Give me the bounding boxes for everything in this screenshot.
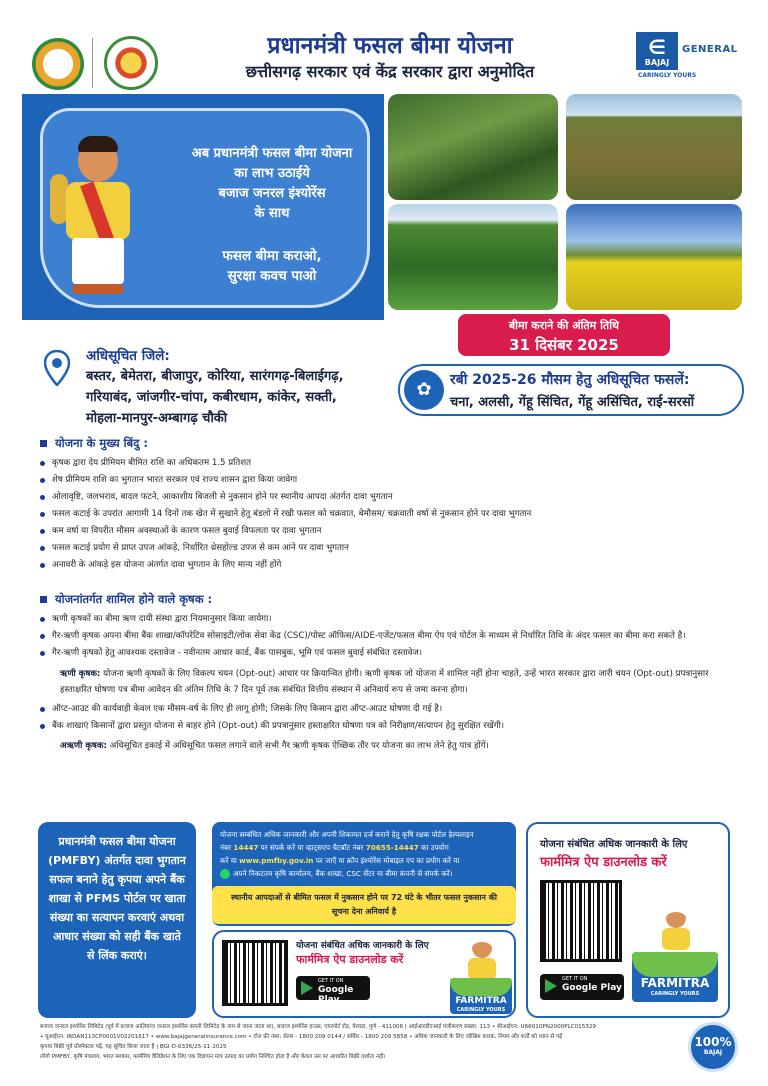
bajaj-logo-text: BAJAJ: [644, 58, 670, 67]
pmfby-pfms-notice: प्रधानमंत्री फसल बीमा योजना (PMFBY) अंतर्गत दावा भुगतान सफल बनाने हेतु कृपया अपने बैंक शाखा से PFMS पोर्टल पर खाता संख्या का सत्यापन करवाएं अथवा आधार संख्या को सही बैंक खाते से लिंक कराएं।: [38, 822, 196, 1018]
deadline-badge: [458, 314, 670, 356]
crops-heading: रबी 2025-26 मौसम हेतु अधिसूचित फसलें:: [450, 372, 690, 388]
farmmitra-download-card-large: [526, 822, 730, 1018]
helpline-number[interactable]: 14447: [233, 843, 259, 852]
farmitra-logo: FARMITRA CARINGLY YOURS: [450, 978, 512, 1014]
bajaj-general-logo: [636, 32, 746, 82]
farmitra-logo: FARMITRA CARINGLY YOURS: [632, 952, 718, 1002]
list-item: कृषक द्वारा देय प्रीमियम बीमित राशि का अधिकतम 1.5 प्रतिशत: [40, 455, 740, 472]
farmers-list-2: [40, 701, 740, 735]
scheme-features: [40, 436, 740, 574]
list-item: गैर-ऋणी कृषक अपना बीमा बैंक शाखा/कॉपरेटिव सोसाइटी/लोक सेवा केंद्र (CSC)/पोस्ट ऑफिस/AIDE-एजेंट/फसल बीमा ऐप एवं पोर्टल के माध्यम से निर्धारित तिथि के अंदर फसल का बीमा करा सकते है।: [40, 628, 740, 645]
non-loanee-farmers-note: अऋणी कृषक: अधिसूचित इकाई में अधिसूचित फसल लगाने वाले सभी गैर ऋणी कृषक ऐच्छिक तौर पर योजना का लाभ लेने हेतु पात्र होंगें।: [60, 741, 489, 751]
chhattisgarh-govt-seal: [104, 36, 158, 90]
wheat-icon: ✿: [404, 370, 444, 410]
eligible-farmers: [40, 592, 740, 754]
features-heading: योजना के मुख्य बिंदु :: [40, 436, 740, 451]
farmers-list: [40, 611, 740, 662]
page-title: प्रधानमंत्री फसल बीमा योजना: [267, 33, 513, 59]
list-item: ऑप्ट-आउट की कार्यवाही केवल एक मौसम-वर्ष के लिए ही लागू होगी; जिसके लिए किसान द्वारा ऑप्ट-आउट घोषणा दी गई है।: [40, 701, 740, 718]
qr-code-icon[interactable]: [222, 940, 288, 1006]
crops-list: चना, अलसी, गेंहू सिंचित, गेंहू असिंचित, राई-सरसों: [450, 395, 695, 410]
pmfby-logo: [32, 38, 84, 90]
farmmitra-info: योजना संबंधित अधिक जानकारी के लिए: [296, 941, 429, 951]
farmer-illustration: [50, 134, 146, 304]
page-subtitle: छत्तीसगढ़ सरकार एवं केंद्र सरकार द्वारा अनुमोदित: [245, 62, 535, 81]
farmmitra-info: योजना संबंधित अधिक जानकारी के लिए: [540, 839, 688, 850]
list-item: फसल कटाई प्रयोग से प्राप्त उपज आंकड़े, निर्धारित थ्रेसहोल्ड उपज से कम आने पर दावा भुगतान: [40, 540, 740, 557]
deadline-date: 31 दिसंबर 2025: [509, 336, 619, 354]
list-item: ओलावृष्टि, जलभराव, बादल फटने, आकाशीय बिजली से नुकसान होने पर स्थानीय आपदा अंतर्गत दावा भुगतान: [40, 489, 740, 506]
list-item: कम वर्षा या विपरीत मौसम अवस्थाओं के कारण फसल बुवाई विफलता पर दावा भुगतान: [40, 523, 740, 540]
notified-crops: [398, 364, 744, 416]
list-item: गैर-ऋणी कृषकों हेतु आवश्यक दस्तावेज - नवीनतम आधार कार्ड, बैंक पासबुक, भूमि एवं फसल बुवाई संबंधित दस्तावेज।: [40, 645, 740, 662]
bajaj-100-badge: 100% BAJAJ: [688, 1022, 738, 1072]
deadline-label: बीमा कराने की अंतिम तिथि: [508, 319, 620, 332]
features-list: [40, 455, 740, 574]
brand-tagline: CARINGLY YOURS: [638, 72, 697, 79]
districts-list: बस्तर, बेमेतरा, बीजापुर, कोरिया, सारंगगढ़-बिलाईगढ़, गरियाबंद, जांजगीर-चांपा, कबीरधाम, कांकेर, सक्ती, मोहला-मानपुर-अम्बागढ़ चौकी: [86, 369, 344, 426]
bajaj-emblem-icon: ∈: [636, 32, 678, 70]
farmers-heading: योजनांतर्गत शामिल होने वाले कृषक :: [40, 592, 740, 607]
districts-heading: अधिसूचित जिले:: [86, 348, 170, 364]
crop-photo-wheat: [388, 204, 558, 310]
google-play-button[interactable]: GET IT ON Google Play: [296, 976, 370, 1000]
hero-banner: [22, 94, 384, 320]
list-item: बैंक शाखाएं किसानों द्वारा प्रस्तुत योजना से बाहर होने (Opt-out) की प्रपत्रानुसार हस्ताक्षरित घोषणा पत्र को निरीक्षण/सत्यापन हेतु सुरक्षित रखेंगी।: [40, 718, 740, 735]
farmer-mascot: [464, 938, 500, 982]
whatsapp-number[interactable]: 70655-14447: [365, 843, 419, 852]
whatsapp-icon: [220, 869, 230, 879]
pmfby-website-link[interactable]: www.pmfby.gov.in: [239, 856, 314, 865]
farmmitra-download-label: फार्ममित्र ऐप डाउनलोड करें: [296, 953, 404, 966]
disaster-notice: स्थानीय आपदाओं से बीमित फसल में नुकसान होने पर 72 घंटे के भीतर फसल नुकसान की सूचना देना अनिवार्य है: [212, 886, 516, 924]
list-item: ऋणी कृषकों का बीमा ऋण दायी संस्था द्वारा नियमानुसार किया जायेगा।: [40, 611, 740, 628]
list-item: फसल कटाई के उपरांत आगामी 14 दिनों तक खेत में सुखाने हेतु बंडलो में रखी फसल को चक्रवात, बेमौसम/ चक्रवाती वर्षा से नुकसान होने पर दावा भुगतान: [40, 506, 740, 523]
footer-disclaimer: बजाज जनरल इंश्योरेंस लिमिटेड (पूर्व में बजाज आलियांज जनरल इंश्योरेंस कंपनी लिमिटेड के नाम से जाना जाता था), बजाज इंश्योरेंस हाउस, एयरपोर्ट रोड, येरवडा, पुणे - 411006 | आईआरडीएआई पंजीकरण संख्या: 113 • सीआईएन: U66010PN2000PLC015329 • यूआईएन: IRDAN113CP0001V02201617 • www.bajajgeneralinsurance.com • टोल फ्री नंबर: सेल्स - 1800 209 0144 / सर्विस - 1800 209 5858 • अधिक जानकारी के लिए जोखिम कारक, नियम और शर्तों को ध्यान से पढ़ें कृपया बिक्री पूर्व प्रोस्पेक्टस पढ़ें, यह सूचित किया जाता है | BGI-D-0336/25-11-2025 लोगो PMFBY, कृषि मंत्रालय, भारत सरकार, फार्ममित्र वैलिडेशन के लिए एक विज्ञापन मात्र उत्पाद का प्रयोग निश्चित होता है और केवल उस पर आधारित बिक्री दर्शाता नहीं।: [40, 1024, 596, 1060]
qr-code-icon[interactable]: [540, 880, 622, 962]
notified-districts: [86, 346, 386, 429]
list-item: शेष प्रीमियम राशि का भुगतान भारत सरकार एवं राज्य शासन द्वारा किया जावेगा: [40, 472, 740, 489]
farmer-mascot: [658, 908, 694, 952]
crop-photo-mustard: [566, 204, 742, 310]
farmmitra-download-card: [212, 930, 516, 1018]
helpline-box: योजना सम्बंधित अधिक जानकारी और अपनी शिकायत दर्ज कराने हेतु कृषि रक्षक पोर्टल हेल्पलाइन नंबर 14447 पर संपर्क करें या व्हाट्सएप चैटबॉट नंबर 70655-14447 का उपयोग करें या www.pmfby.gov.in पर जाएँ या क्रॉप इंश्योरेंस मोबाइल एप का प्रयोग करें या अपने निकटतम कृषि कार्यालय, बैंक शाखा, CSC सेंटर या बीमा कंपनी से संपर्क करें।: [212, 822, 516, 926]
crop-photo-chickpea: [388, 94, 558, 200]
crop-photo-field: [566, 94, 742, 200]
header: [0, 0, 768, 92]
farmmitra-download-label: फार्ममित्र ऐप डाउनलोड करें: [540, 855, 667, 870]
hero-message: अब प्रधानमंत्री फसल बीमा योजना का लाभ उठाईये बजाज जनरल इंश्योरेंस के साथ: [191, 146, 353, 221]
loanee-farmers-note: ऋणी कृषक: योजना ऋणी कृषकों के लिए विकल्प चयन (Opt-out) आधार पर क्रियान्वित होगी। ऋणी कृषक जो योजना में शामिल नहीं होना चाहते, उन्हें भारत सरकार द्वारा जारी चयन (Opt-out) प्रपत्रानुसार हस्ताक्षरित घोषणा पत्र बीमा आवेदन की अंतिम तिथि के 7 दिन पूर्व तक संबंधित वित्तीय संस्थान में अनिवार्य रूप से जमा करना होगा।: [60, 669, 709, 695]
location-pin-icon: [44, 350, 70, 386]
brand-name: GENERAL: [682, 44, 738, 55]
logo-divider: [92, 38, 93, 88]
hero-slogan: फसल बीमा कराओ, सुरक्षा कवच पाओ: [222, 248, 322, 284]
list-item: अनावरी के आंकड़े इस योजना अंतर्गत दावा भुगतान के लिए मान्य नहीं होंगे: [40, 557, 740, 574]
google-play-button[interactable]: GET IT ON Google Play: [540, 974, 624, 1000]
google-play-icon: [545, 979, 557, 993]
google-play-icon: [301, 981, 313, 995]
